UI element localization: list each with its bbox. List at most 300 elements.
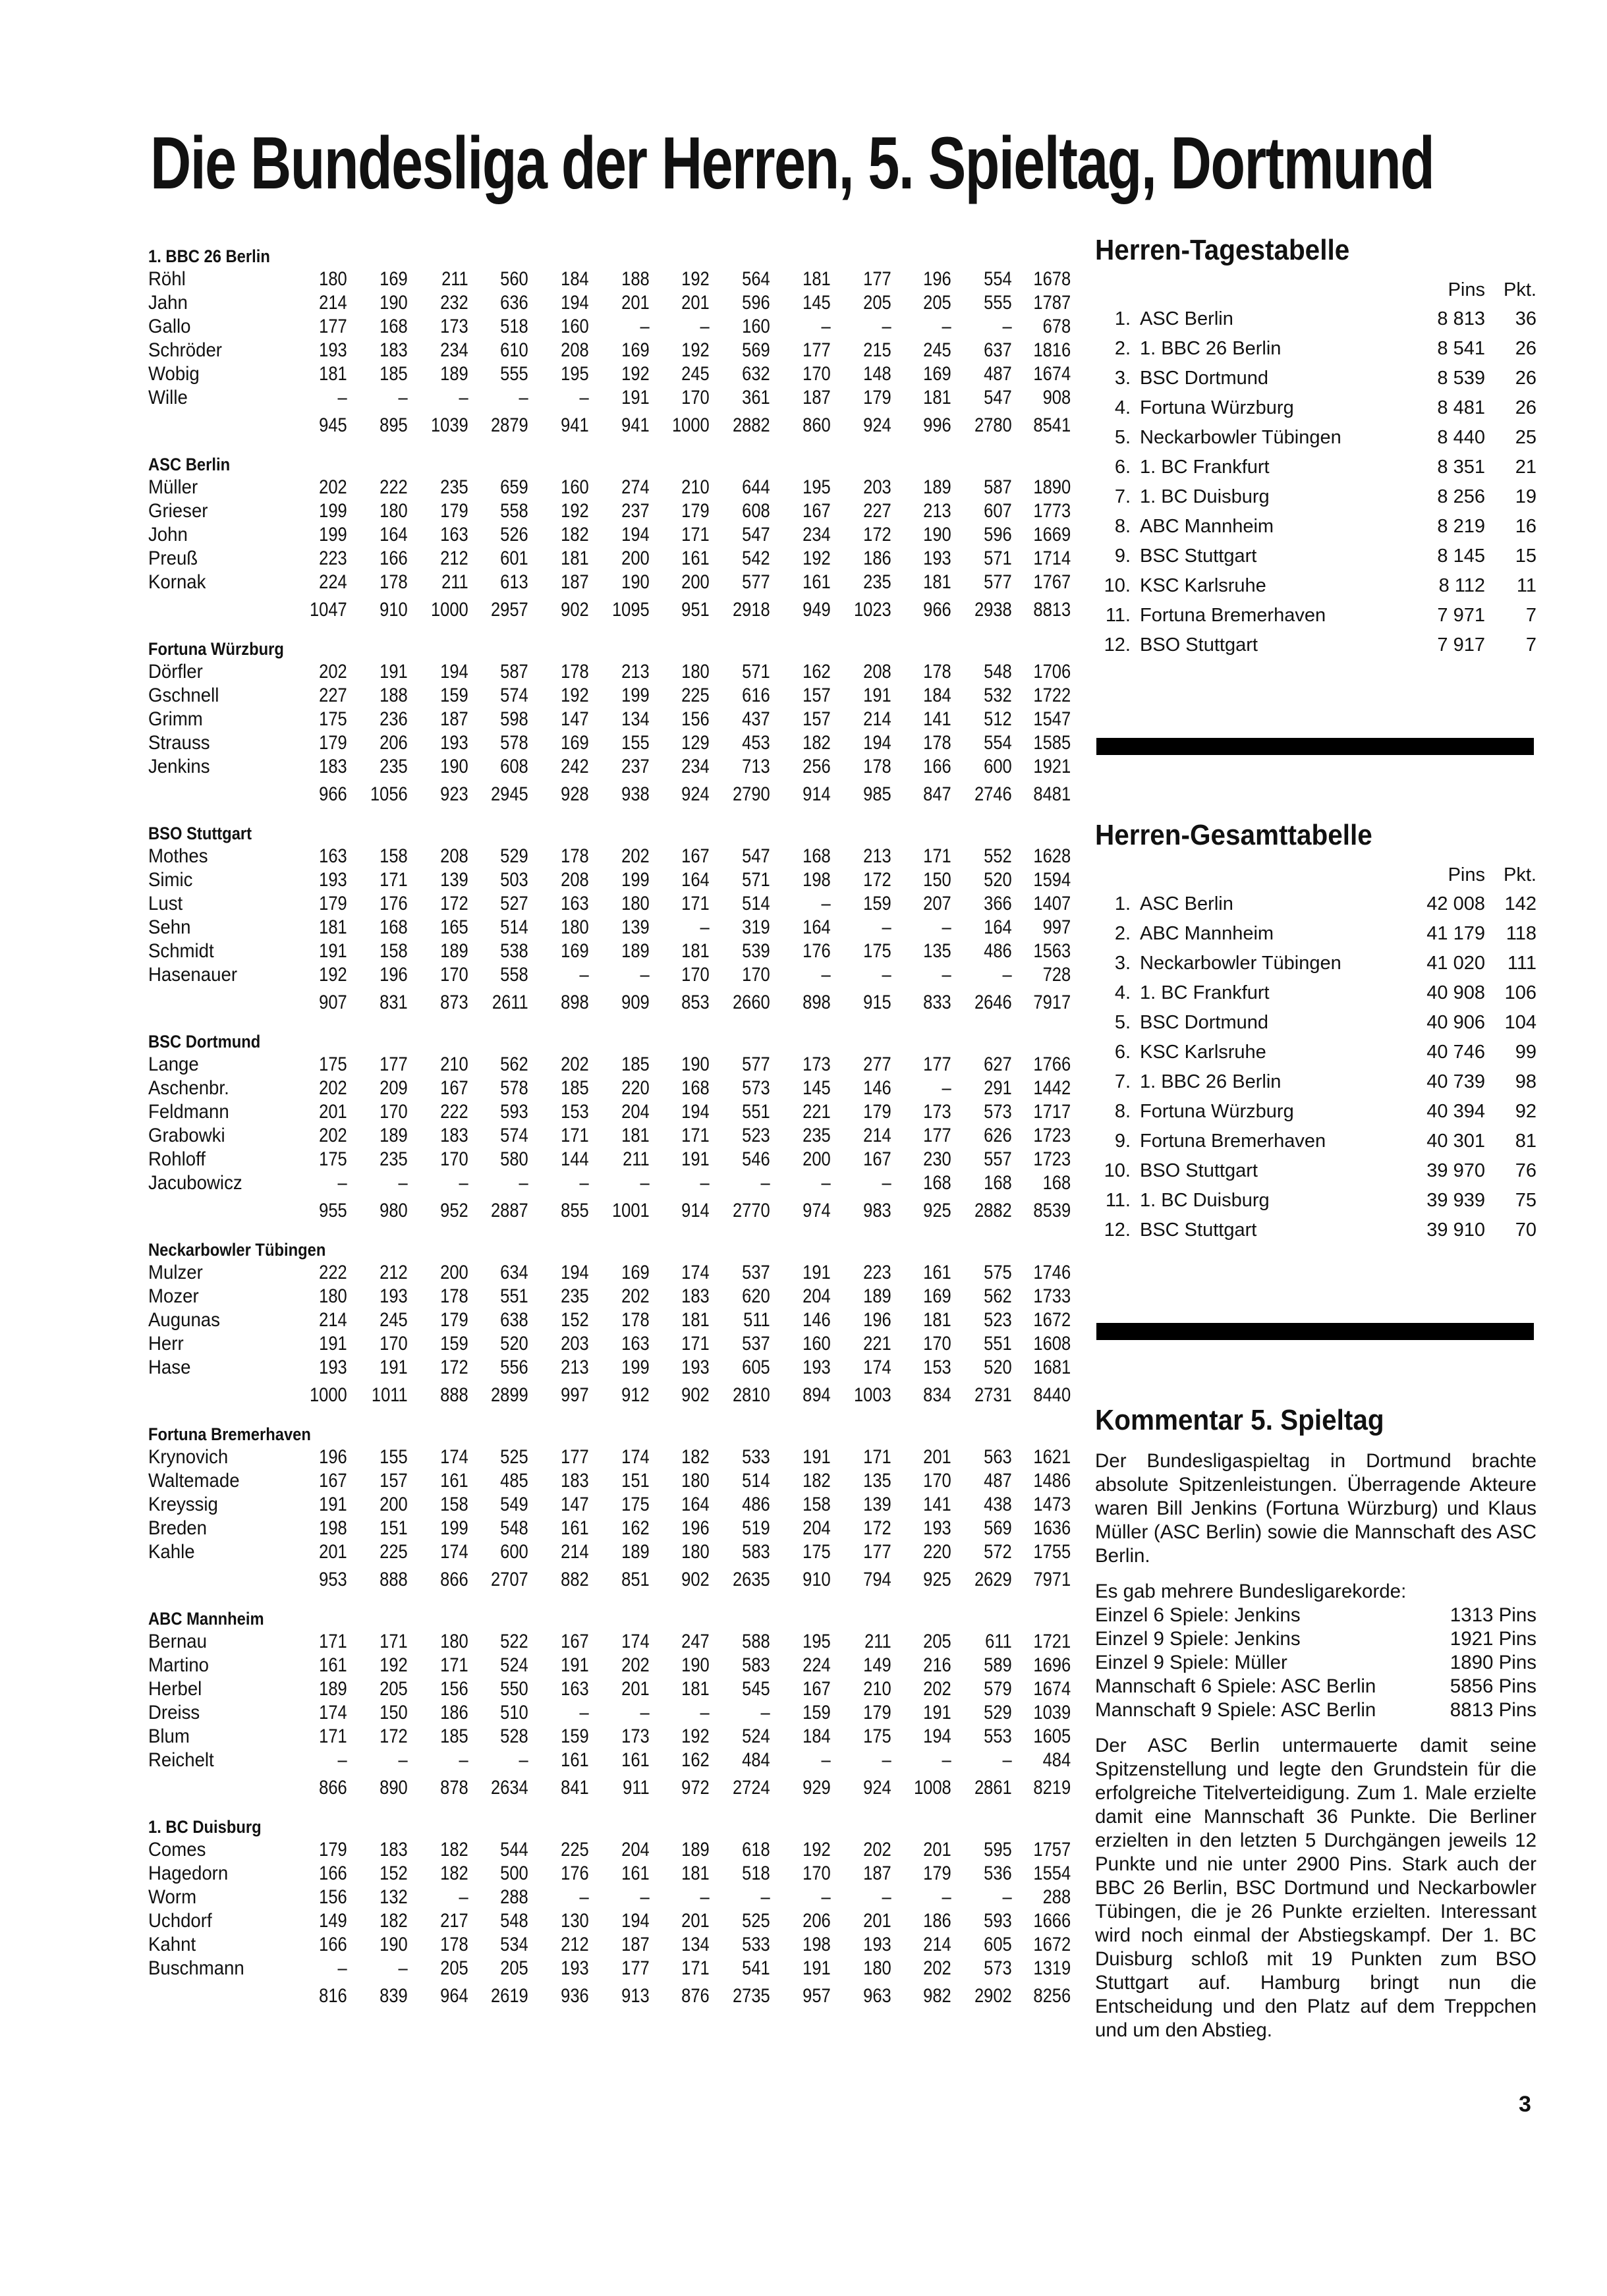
score-cell: 192	[561, 500, 589, 522]
score-cell: 189	[923, 476, 952, 498]
score-cell: 596	[984, 524, 1012, 546]
player-row	[148, 1308, 1071, 1332]
total-cell: 910	[803, 1569, 831, 1590]
score-cell: 180	[561, 916, 589, 938]
score-cell: –	[398, 1749, 408, 1771]
score-cell: –	[821, 1172, 831, 1194]
score-cell: 195	[561, 363, 589, 385]
score-cell: 205	[923, 1631, 952, 1652]
record-label: Einzel 9 Spiele: Jenkins	[1095, 1628, 1301, 1650]
score-cell: 200	[379, 1494, 408, 1515]
player-name: Simic	[148, 869, 193, 891]
standings-rank: 6.	[1114, 1042, 1131, 1063]
standings-pins: 39 970	[1426, 1160, 1485, 1181]
player-name: Kornak	[148, 571, 206, 593]
score-cell: 158	[379, 940, 408, 962]
score-cell: 163	[621, 1333, 650, 1355]
score-cell: 180	[319, 268, 347, 290]
standings-row	[1095, 601, 1537, 630]
score-cell: 194	[681, 1101, 710, 1123]
score-cell: 193	[681, 1357, 710, 1378]
standings-rank: 2.	[1114, 923, 1131, 944]
standings-pins: 40 301	[1426, 1131, 1485, 1152]
score-cell: –	[882, 1749, 891, 1771]
player-row	[148, 1630, 1071, 1654]
total-cell: 936	[561, 1985, 589, 2007]
score-cell: 221	[862, 1333, 891, 1355]
player-row	[148, 362, 1071, 386]
score-cell: 180	[862, 1957, 891, 1979]
score-cell: 166	[923, 756, 952, 777]
score-cell: 1723	[1033, 1148, 1071, 1170]
player-row	[148, 315, 1071, 339]
score-cell: 171	[681, 1333, 710, 1355]
standings-team: BSO Stuttgart	[1140, 634, 1258, 656]
standings-pins: 40 739	[1426, 1071, 1485, 1092]
score-cell: 529	[500, 845, 528, 867]
player-row	[148, 1517, 1071, 1540]
total-cell: 2731	[974, 1384, 1012, 1406]
score-cell: 192	[561, 685, 589, 706]
score-cell: –	[700, 1172, 710, 1194]
team-total-row	[148, 779, 1071, 805]
score-cell: 168	[803, 845, 831, 867]
player-row	[148, 731, 1071, 755]
score-cell: –	[337, 387, 347, 408]
standings-rank: 4.	[1114, 397, 1131, 418]
standings-rank: 10.	[1104, 1160, 1131, 1181]
score-cell: 523	[742, 1125, 770, 1146]
score-cell: 170	[681, 964, 710, 986]
player-row	[148, 684, 1071, 708]
player-name: Worm	[148, 1886, 197, 1908]
score-cell: 206	[379, 732, 408, 754]
score-cell: 227	[862, 500, 891, 522]
total-cell: 7917	[1033, 992, 1071, 1013]
score-cell: 192	[681, 268, 710, 290]
score-cell: 514	[742, 1470, 770, 1492]
score-cell: 174	[439, 1446, 468, 1468]
player-name: Dörfler	[148, 661, 203, 683]
score-cell: 151	[621, 1470, 650, 1492]
player-name: Herr	[148, 1333, 184, 1355]
score-cell: 187	[561, 571, 589, 593]
total-cell: 964	[439, 1985, 468, 2007]
score-cell: 167	[803, 1678, 831, 1700]
score-cell: 230	[923, 1148, 952, 1170]
standings-team: BSO Stuttgart	[1140, 1160, 1258, 1181]
score-cell: 199	[319, 500, 347, 522]
total-cell: 924	[681, 783, 710, 805]
score-cell: 152	[561, 1309, 589, 1331]
score-cell: 518	[500, 316, 528, 337]
total-cell: 8256	[1033, 1985, 1071, 2007]
score-cell: 191	[923, 1702, 952, 1723]
total-cell: 924	[862, 414, 891, 436]
score-cell: 537	[742, 1333, 770, 1355]
total-cell: 912	[621, 1384, 650, 1406]
player-name: Kahnt	[148, 1934, 196, 1955]
score-cell: 214	[862, 1125, 891, 1146]
score-cell: 1674	[1033, 1678, 1071, 1700]
standings-row	[1095, 889, 1537, 919]
score-cell: –	[1002, 1886, 1012, 1908]
standings-rank: 11.	[1105, 605, 1131, 626]
player-row	[148, 1124, 1071, 1148]
standings-team: Neckarbowler Tübingen	[1140, 953, 1341, 974]
score-cell: 200	[681, 571, 710, 593]
score-cell: 245	[379, 1309, 408, 1331]
score-cell: 172	[862, 1517, 891, 1539]
score-cell: 486	[984, 940, 1012, 962]
total-cell: 913	[621, 1985, 650, 2007]
score-cell: 518	[742, 1862, 770, 1884]
standings-pins: 8 145	[1437, 546, 1485, 567]
score-cell: 200	[439, 1262, 468, 1283]
score-cell: 222	[319, 1262, 347, 1283]
score-cell: 178	[923, 661, 952, 683]
score-cell: 223	[862, 1262, 891, 1283]
score-cell: 167	[319, 1470, 347, 1492]
score-cell: 170	[803, 1862, 831, 1884]
total-cell: 853	[681, 992, 710, 1013]
score-cell: 366	[984, 893, 1012, 914]
score-cell: 153	[561, 1101, 589, 1123]
score-cell: 200	[803, 1148, 831, 1170]
score-cell: 175	[862, 940, 891, 962]
score-cell: 196	[379, 964, 408, 986]
standings-team: 1. BBC 26 Berlin	[1140, 338, 1282, 359]
score-cell: 198	[803, 869, 831, 891]
score-cell: 200	[621, 547, 650, 569]
total-cell: 2882	[733, 414, 770, 436]
score-cell: 1594	[1033, 869, 1071, 891]
score-cell: 210	[439, 1053, 468, 1075]
score-cell: 557	[984, 1148, 1012, 1170]
standings-team: Fortuna Würzburg	[1140, 397, 1294, 418]
player-row	[148, 1356, 1071, 1380]
score-cell: 575	[984, 1262, 1012, 1283]
standings-row	[1095, 334, 1537, 364]
score-cell: 175	[862, 1725, 891, 1747]
score-cell: 589	[984, 1654, 1012, 1676]
score-cell: –	[942, 916, 952, 938]
record-row	[1095, 1675, 1537, 1698]
player-name: John	[148, 524, 188, 546]
score-cell: 204	[803, 1517, 831, 1539]
standings-row	[1095, 482, 1537, 512]
score-cell: 190	[439, 756, 468, 777]
score-cell: 161	[319, 1654, 347, 1676]
score-cell: 193	[862, 1934, 891, 1955]
total-cell: 966	[923, 599, 952, 621]
score-cell: 149	[862, 1654, 891, 1676]
total-cell: 963	[862, 1985, 891, 2007]
score-cell: 202	[621, 1654, 650, 1676]
total-cell: 839	[379, 1985, 408, 2007]
standings-team: ASC Berlin	[1140, 308, 1233, 329]
total-cell: 833	[923, 992, 952, 1013]
score-cell: 437	[742, 708, 770, 730]
score-cell: 190	[923, 524, 952, 546]
score-cell: 132	[379, 1886, 408, 1908]
player-name: Hase	[148, 1357, 191, 1378]
score-cell: 185	[561, 1077, 589, 1099]
score-cell: 158	[803, 1494, 831, 1515]
player-name: Grimm	[148, 708, 203, 730]
score-cell: –	[1002, 964, 1012, 986]
score-cell: –	[700, 916, 710, 938]
score-cell: 193	[439, 732, 468, 754]
record-row	[1095, 1604, 1537, 1627]
score-cell: 150	[923, 869, 952, 891]
score-cell: 183	[319, 756, 347, 777]
score-cell: 997	[1042, 916, 1071, 938]
score-cell: 179	[319, 893, 347, 914]
score-cell: 1554	[1033, 1862, 1071, 1884]
score-cell: 214	[561, 1541, 589, 1563]
score-cell: 601	[500, 547, 528, 569]
team-total-row	[148, 1772, 1071, 1799]
score-cell: 194	[862, 732, 891, 754]
score-cell: –	[882, 964, 891, 986]
score-cell: 174	[439, 1541, 468, 1563]
total-cell: 914	[681, 1200, 710, 1221]
score-cell: 520	[984, 869, 1012, 891]
score-cell: 190	[379, 1934, 408, 1955]
score-cell: 170	[742, 964, 770, 986]
score-cell: 168	[923, 1172, 952, 1194]
score-cell: 558	[500, 964, 528, 986]
score-cell: 171	[681, 1125, 710, 1146]
score-cell: 171	[439, 1654, 468, 1676]
score-cell: 202	[319, 476, 347, 498]
score-cell: 186	[923, 1910, 952, 1932]
score-cell: 179	[862, 387, 891, 408]
score-cell: 177	[923, 1125, 952, 1146]
player-name: Breden	[148, 1517, 208, 1539]
team-block	[148, 1030, 1071, 1221]
score-cell: 1717	[1033, 1101, 1071, 1123]
score-cell: 202	[319, 1125, 347, 1146]
score-cell: 217	[439, 1910, 468, 1932]
score-cell: 556	[500, 1357, 528, 1378]
score-cell: 168	[379, 316, 408, 337]
score-cell: 178	[621, 1309, 650, 1331]
score-cell: 201	[923, 1839, 952, 1861]
score-cell: 188	[379, 685, 408, 706]
score-cell: –	[942, 1749, 952, 1771]
score-cell: –	[519, 1172, 528, 1194]
record-label: Mannschaft 6 Spiele: ASC Berlin	[1095, 1675, 1376, 1697]
player-name: Martino	[148, 1654, 210, 1676]
standings-row	[1095, 512, 1537, 542]
score-cell: 547	[742, 524, 770, 546]
standings-row	[1095, 393, 1537, 423]
player-row	[148, 1077, 1071, 1100]
standings-pkt: 7	[1525, 634, 1537, 656]
score-cell: 1696	[1033, 1654, 1071, 1676]
total-cell: 2635	[733, 1569, 770, 1590]
score-cell: 161	[561, 1517, 589, 1539]
score-cell: –	[579, 1886, 589, 1908]
total-cell: 2790	[733, 783, 770, 805]
score-cell: 160	[742, 316, 770, 337]
player-name: Bernau	[148, 1631, 208, 1652]
score-cell: 1666	[1033, 1910, 1071, 1932]
team-total-row	[148, 1195, 1071, 1221]
score-cell: 1767	[1033, 571, 1071, 593]
team-name: 1. BC Duisburg	[148, 1817, 262, 1837]
score-cell: 571	[984, 547, 1012, 569]
player-name: Comes	[148, 1839, 206, 1861]
standings-pins: 40 906	[1426, 1012, 1485, 1033]
tagestabelle	[1095, 304, 1537, 660]
team-block	[148, 245, 1071, 436]
score-cell: –	[700, 1702, 710, 1723]
score-cell: 577	[984, 571, 1012, 593]
score-cell: 160	[803, 1333, 831, 1355]
standings-rank: 5.	[1114, 427, 1131, 448]
score-cell: 520	[984, 1357, 1012, 1378]
score-cell: 194	[923, 1725, 952, 1747]
score-cell: 191	[561, 1654, 589, 1676]
score-cell: 163	[319, 845, 347, 867]
total-cell: 2902	[974, 1985, 1012, 2007]
standings-pkt: 75	[1515, 1190, 1537, 1211]
records-list	[1095, 1604, 1537, 1722]
score-cell: 170	[923, 1333, 952, 1355]
standings-pins: 8 219	[1437, 516, 1485, 537]
score-cell: 178	[862, 756, 891, 777]
score-cell: 196	[681, 1517, 710, 1539]
score-cell: 177	[379, 1053, 408, 1075]
total-cell: 831	[379, 992, 408, 1013]
player-row	[148, 708, 1071, 731]
player-name: Wobig	[148, 363, 200, 385]
score-cell: 180	[681, 1470, 710, 1492]
score-cell: 512	[984, 708, 1012, 730]
standings-pins: 8 351	[1437, 457, 1485, 478]
total-cell: 929	[803, 1777, 831, 1799]
score-cell: 178	[379, 571, 408, 593]
score-cell: 526	[500, 524, 528, 546]
standings-row	[1095, 1097, 1537, 1127]
score-cell: 485	[500, 1470, 528, 1492]
score-cell: 155	[379, 1446, 408, 1468]
score-cell: –	[942, 964, 952, 986]
score-cell: 181	[319, 916, 347, 938]
team-block	[148, 638, 1071, 805]
record-label: Mannschaft 9 Spiele: ASC Berlin	[1095, 1699, 1376, 1721]
score-cell: 205	[379, 1678, 408, 1700]
score-cell: 288	[500, 1886, 528, 1908]
score-cell: 605	[984, 1934, 1012, 1955]
score-cell: –	[398, 1172, 408, 1194]
score-cell: 189	[681, 1839, 710, 1861]
record-label: Einzel 9 Spiele: Müller	[1095, 1652, 1287, 1673]
score-cell: –	[579, 1702, 589, 1723]
score-cell: 234	[439, 339, 468, 361]
score-cell: 525	[742, 1910, 770, 1932]
tagestabelle-heading: Herren-Tagestabelle	[1095, 234, 1350, 266]
score-cell: 637	[984, 339, 1012, 361]
score-cell: 536	[984, 1862, 1012, 1884]
score-cell: 184	[803, 1725, 831, 1747]
score-cell: –	[337, 1957, 347, 1979]
team-block	[148, 1239, 1071, 1406]
team-block	[148, 1608, 1071, 1799]
standings-row	[1095, 364, 1537, 393]
player-name: Feldmann	[148, 1101, 229, 1123]
total-cell: 957	[803, 1985, 831, 2007]
score-cell: 232	[439, 292, 468, 314]
total-spacer	[148, 1380, 275, 1406]
player-row	[148, 267, 1071, 291]
score-cell: 202	[923, 1678, 952, 1700]
total-cell: 2957	[491, 599, 528, 621]
score-cell: 174	[681, 1262, 710, 1283]
total-cell: 955	[319, 1200, 347, 1221]
score-cell: 201	[923, 1446, 952, 1468]
score-cell: 487	[984, 363, 1012, 385]
team-total-row	[148, 1980, 1071, 2007]
standings-team: ABC Mannheim	[1140, 516, 1274, 537]
score-cell: 528	[500, 1725, 528, 1747]
score-cell: 145	[803, 1077, 831, 1099]
score-cell: 172	[439, 893, 468, 914]
player-name: Preuß	[148, 547, 198, 569]
score-cell: 1672	[1033, 1934, 1071, 1955]
total-cell: 894	[803, 1384, 831, 1406]
score-cell: –	[579, 387, 589, 408]
total-cell: 855	[561, 1200, 589, 1221]
score-cell: 199	[621, 685, 650, 706]
player-row	[148, 1445, 1071, 1469]
score-cell: 1721	[1033, 1631, 1071, 1652]
total-cell: 996	[923, 414, 952, 436]
score-cell: 187	[439, 708, 468, 730]
score-cell: 319	[742, 916, 770, 938]
score-cell: 1563	[1033, 940, 1071, 962]
total-cell: 8541	[1033, 414, 1071, 436]
player-row	[148, 1886, 1071, 1909]
score-cell: 236	[379, 708, 408, 730]
player-row	[148, 1148, 1071, 1171]
score-cell: 183	[439, 1125, 468, 1146]
score-cell: 583	[742, 1541, 770, 1563]
page-title: Die Bundesliga der Herren, 5. Spieltag, Dortmund	[150, 122, 1434, 204]
total-cell: 910	[379, 599, 408, 621]
score-cell: 1681	[1033, 1357, 1071, 1378]
score-cell: –	[640, 1702, 650, 1723]
standings-row	[1095, 978, 1537, 1008]
score-cell: –	[760, 1702, 770, 1723]
score-cell: 161	[803, 571, 831, 593]
standings-team: Fortuna Bremerhaven	[1140, 1131, 1326, 1152]
score-cell: 164	[379, 524, 408, 546]
team-block	[148, 453, 1071, 621]
standings-pkt: 70	[1515, 1219, 1537, 1241]
score-cell: 201	[621, 1678, 650, 1700]
score-cell: 213	[862, 845, 891, 867]
score-cell: 578	[500, 732, 528, 754]
player-name: Augunas	[148, 1309, 220, 1331]
score-cell: 170	[379, 1333, 408, 1355]
total-cell: 902	[561, 599, 589, 621]
score-cell: 1678	[1033, 268, 1071, 290]
total-cell: 2899	[491, 1384, 528, 1406]
